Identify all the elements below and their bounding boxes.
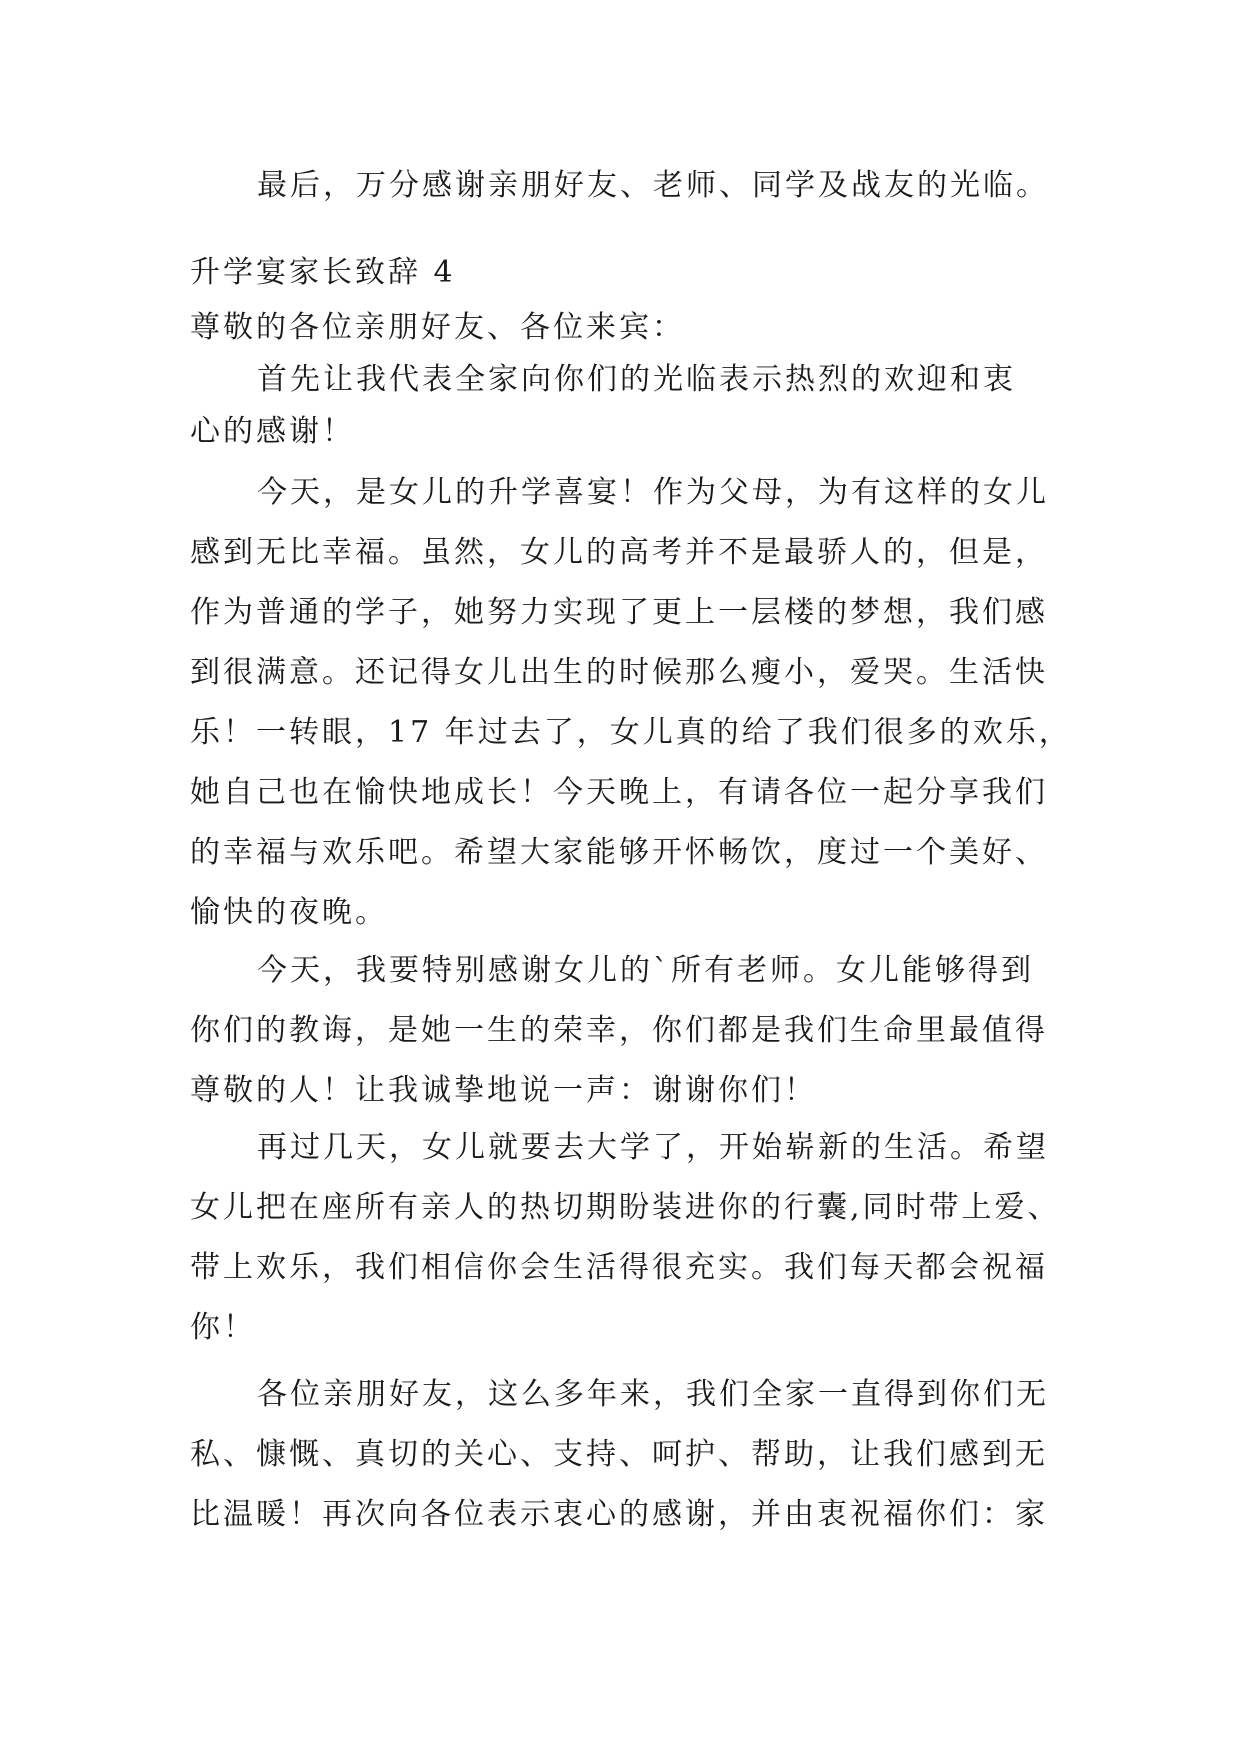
paragraph-line: 再过几天，女儿就要去大学了，开始崭新的生活。希望 <box>257 1130 1049 1165</box>
paragraph-line: 作为普通的学子，她努力实现了更上一层楼的梦想，我们感 <box>190 595 1048 630</box>
paragraph-line: 愉快的夜晚。 <box>190 895 388 930</box>
paragraph-line: 你！ <box>190 1310 256 1345</box>
paragraph-line: 她自己也在愉快地成长！今天晚上，有请各位一起分享我们 <box>190 775 1048 810</box>
paragraph-line: 比温暖！再次向各位表示衷心的感谢，并由衷祝福你们：家 <box>190 1497 1048 1532</box>
paragraph-line: 带上欢乐，我们相信你会生活得很充实。我们每天都会祝福 <box>190 1250 1048 1285</box>
paragraph-line: 今天，我要特别感谢女儿的`所有老师。女儿能够得到 <box>257 953 1034 988</box>
paragraph-line: 尊敬的人！让我诚挚地说一声：谢谢你们！ <box>190 1073 817 1108</box>
paragraph-line: 各位亲朋好友，这么多年来，我们全家一直得到你们无 <box>257 1377 1049 1412</box>
section-title: 升学宴家长致辞 4 <box>190 255 456 290</box>
paragraph-line: 感到无比幸福。虽然，女儿的高考并不是最骄人的，但是， <box>190 535 1048 570</box>
paragraph-line: 的幸福与欢乐吧。希望大家能够开怀畅饮，度过一个美好、 <box>190 835 1048 870</box>
paragraph-line: 首先让我代表全家向你们的光临表示热烈的欢迎和衷 <box>257 362 1016 397</box>
paragraph-line: 乐！一转眼，17 年过去了，女儿真的给了我们很多的欢乐， <box>190 715 1072 750</box>
paragraph-line: 女儿把在座所有亲人的热切期盼装进你的行囊,同时带上爱、 <box>190 1190 1061 1225</box>
closing-line: 最后，万分感谢亲朋好友、老师、同学及战友的光临。 <box>257 168 1049 203</box>
salutation: 尊敬的各位亲朋好友、各位来宾： <box>190 310 685 345</box>
paragraph-line: 到很满意。还记得女儿出生的时候那么瘦小，爱哭。生活快 <box>190 655 1048 690</box>
paragraph-line: 你们的教诲，是她一生的荣幸，你们都是我们生命里最值得 <box>190 1013 1048 1048</box>
paragraph-line: 心的感谢！ <box>190 414 355 449</box>
paragraph-line: 私、慷慨、真切的关心、支持、呵护、帮助，让我们感到无 <box>190 1437 1048 1472</box>
paragraph-line: 今天，是女儿的升学喜宴！作为父母，为有这样的女儿 <box>257 475 1049 510</box>
